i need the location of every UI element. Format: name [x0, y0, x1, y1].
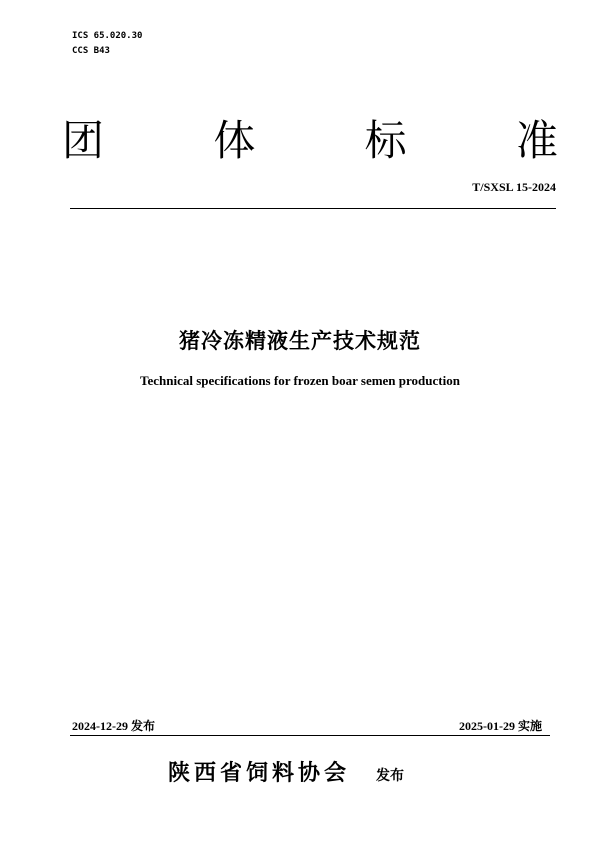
- document-type-char: 准: [515, 116, 558, 165]
- document-number: T/SXSL 15-2024: [472, 180, 556, 194]
- publisher-line: [168, 756, 404, 787]
- top-divider: [70, 208, 556, 209]
- bottom-divider: [70, 735, 550, 736]
- document-type-heading: [62, 108, 558, 168]
- title-english: Technical specifications for frozen boar semen production: [140, 373, 460, 388]
- title-chinese: 猪冷冻精液生产技术规范: [179, 329, 421, 353]
- implementation-date: 2025-01-29 实施: [459, 719, 542, 733]
- ics-code: ICS 65.020.30: [72, 31, 143, 41]
- document-type-char: 标: [364, 116, 407, 165]
- publish-label: 发布: [376, 768, 405, 784]
- ccs-code: CCS B43: [72, 46, 110, 56]
- document-type-char: 体: [213, 116, 256, 165]
- publisher-name: 陕西省饲料协会: [168, 761, 351, 786]
- issue-date: 2024-12-29 发布: [72, 719, 155, 733]
- document-type-char: 团: [62, 116, 105, 165]
